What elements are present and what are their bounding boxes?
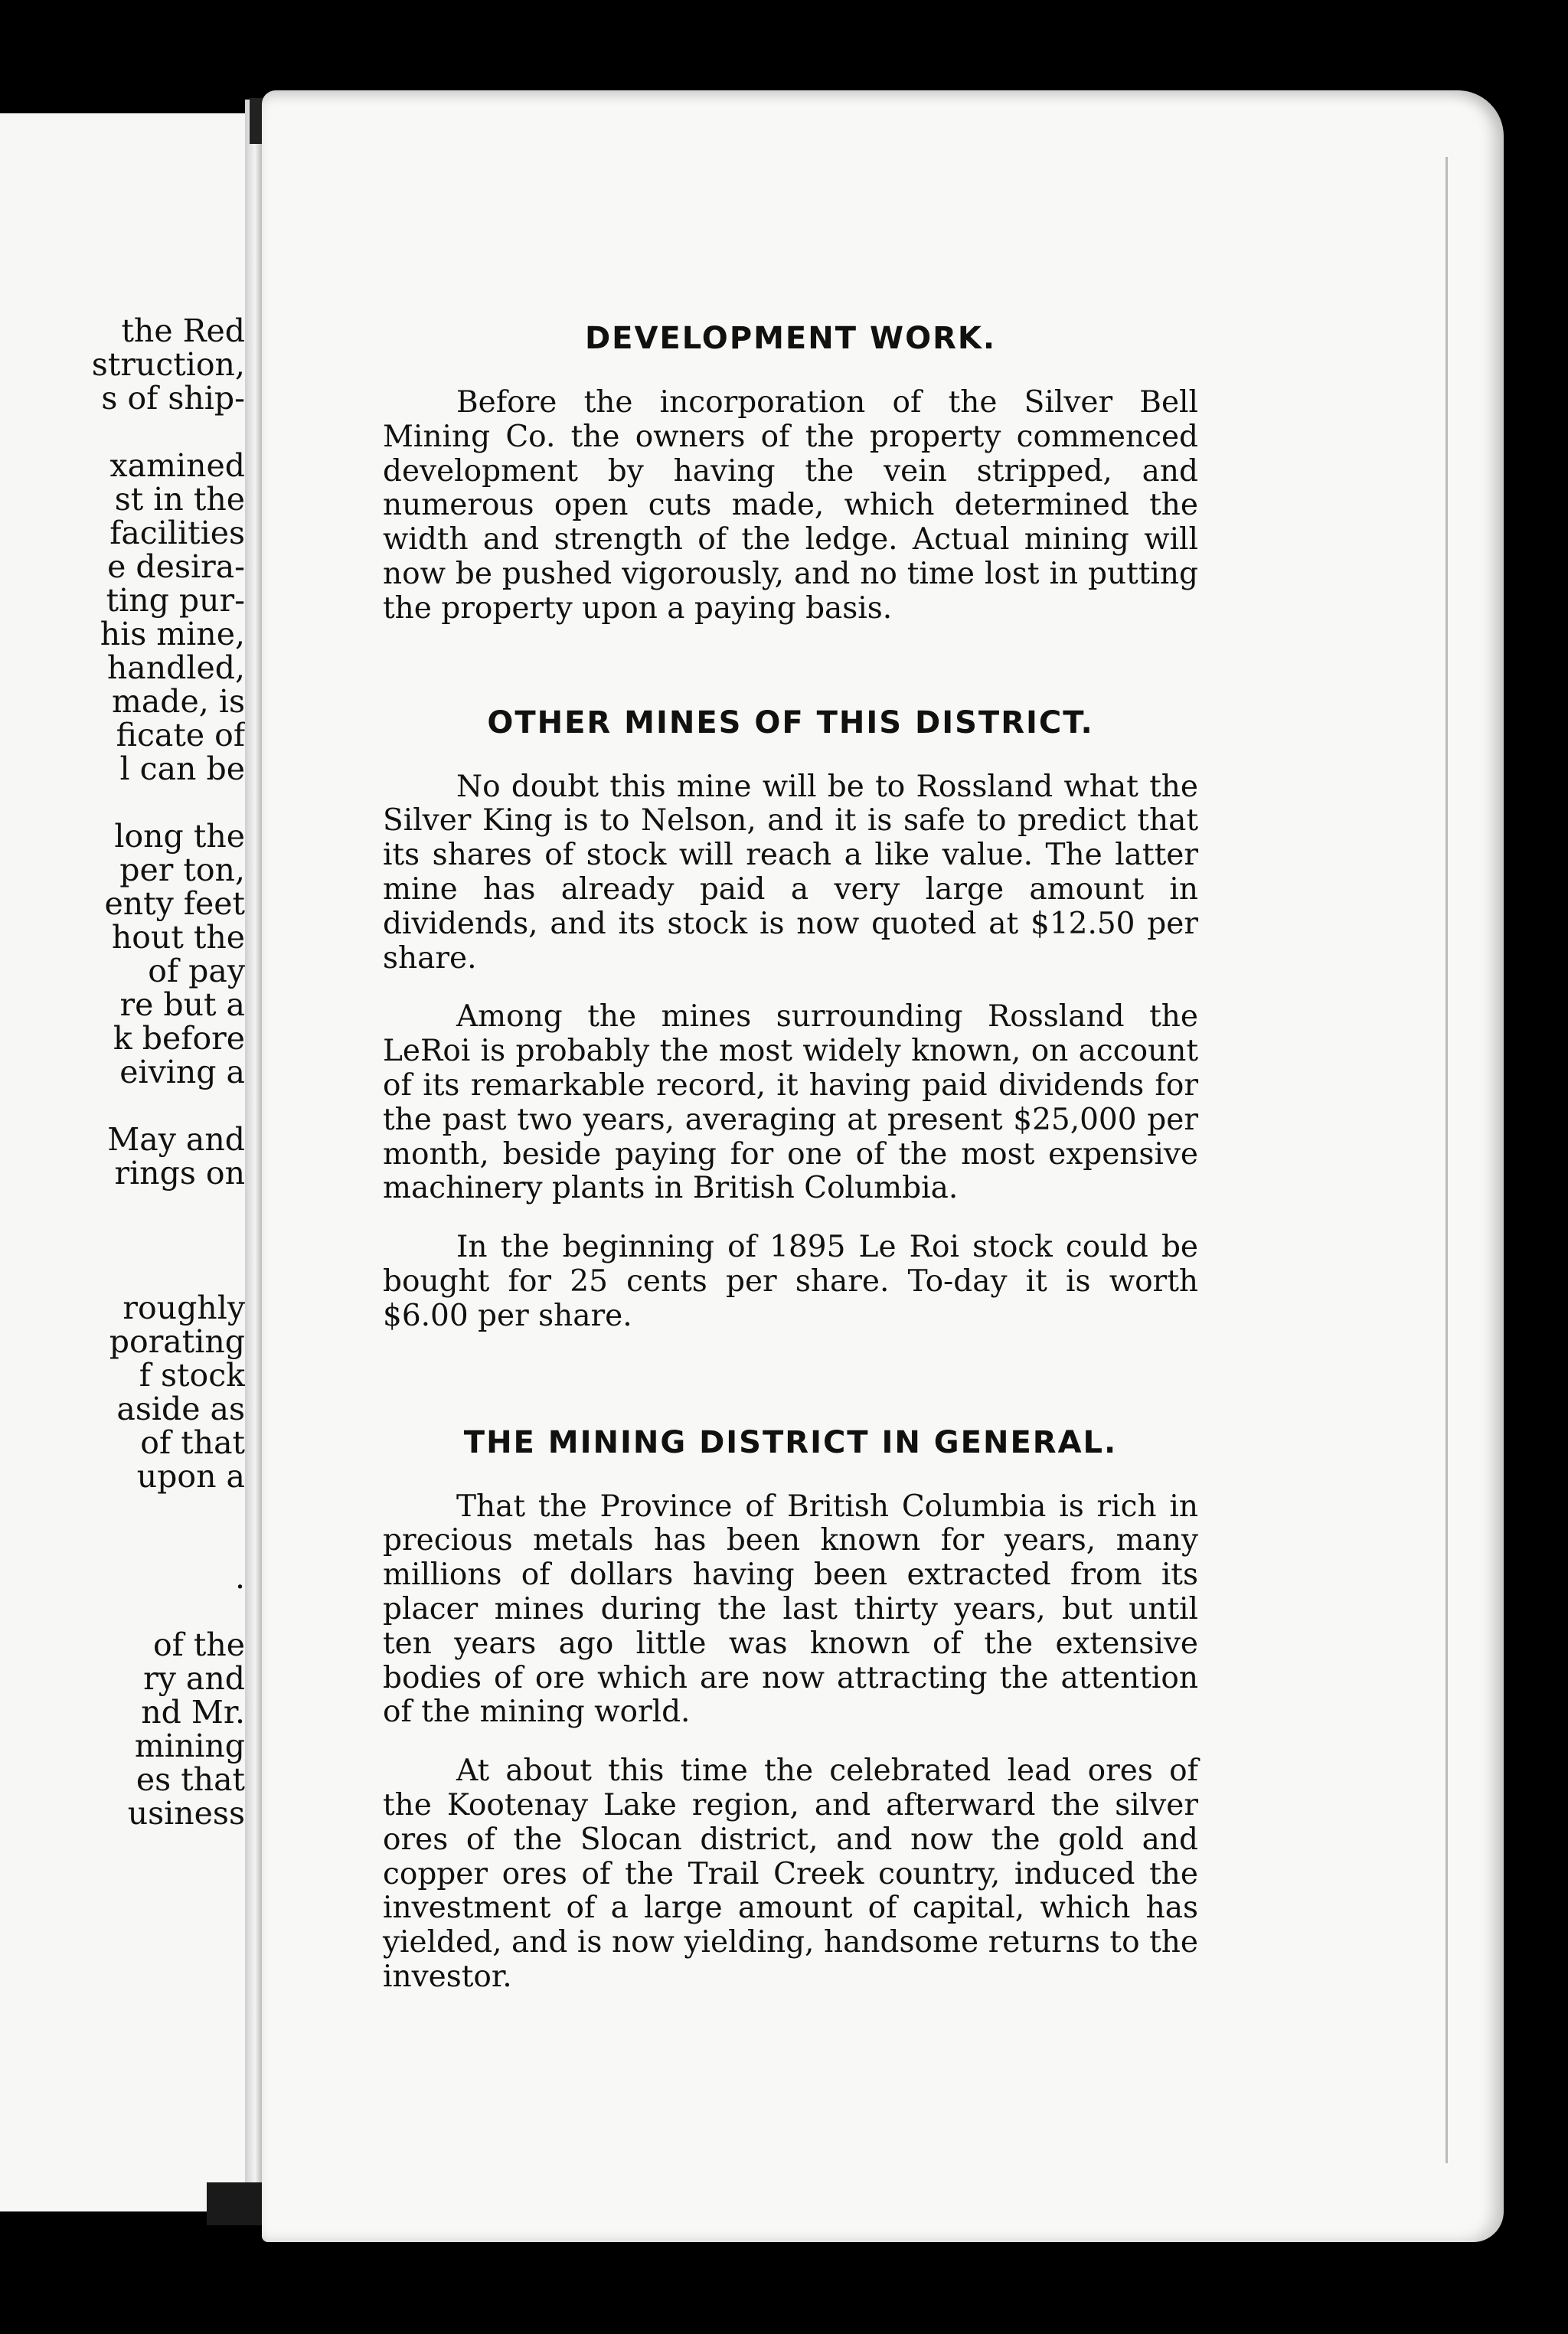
left-page-fragment: k before [113, 1020, 245, 1057]
left-page-fragment [0, 1224, 245, 1257]
left-page-fragment: roughly [122, 1290, 245, 1326]
left-page-fragment: long the [114, 818, 245, 855]
left-page-fragment: ting pur- [106, 582, 245, 619]
paragraph-mining-district-2: At about this time the celebrated lead ores of the Kootenay Lake region, and afterward the silver ores of the Slocan district, and now the gold and copper ores of the Trail Creek country, induced the investment of a large amount of capital, which has yielded, and is now yielding, handsome returns to the investor. [383, 1754, 1198, 1994]
left-page-fragment: rings on [114, 1155, 245, 1192]
section-heading-mining-district: THE MINING DISTRICT IN GENERAL. [463, 1424, 1118, 1460]
left-page-fragment: s of ship- [101, 380, 245, 417]
paragraph-development-work: Before the incorporation of the Silver Bell Mining Co. the owners of the property commenced development by having the vein stripped, and numerous open cuts made, which determined the width and strength of the ledge. Actual mining will now be pushed vigorously, and no time lost in putting the property upon a paying basis. [383, 385, 1198, 626]
left-page-fragment: handled, [106, 649, 245, 686]
paragraph-other-mines-1: No doubt this mine will be to Rossland what the Silver King is to Nelson, and it is safe to predict that its shares of stock will reach a like value. The latter mine has already paid a very large amount in dividends, and its stock is now quoted at $12.50 per share. [383, 769, 1198, 976]
left-page-fragment [0, 1527, 245, 1561]
left-page-fragment: st in the [114, 481, 245, 518]
paragraph-mining-district-1: That the Province of British Columbia is rich in precious metals has been known for years, many millions of dollars having been extracted from its placer mines during the last thirty years, but until ten years ago little was known of the extensive bodies of ore which are now attracting the attention of the mining world. [383, 1489, 1198, 1730]
left-page-fragment [0, 1190, 245, 1224]
left-page-fragment: . [234, 1559, 245, 1596]
left-page-fragment [0, 1089, 245, 1123]
left-page-fragment: l can be [119, 750, 245, 787]
left-page-fragment: f stock [139, 1357, 245, 1394]
left-page-text [0, 314, 245, 1830]
left-page-fragment: e desira- [107, 548, 245, 585]
left-page-fragment: aside as [116, 1391, 245, 1427]
left-page-fragment: eiving a [119, 1054, 245, 1090]
left-page-fragment: es that [136, 1761, 245, 1798]
left-page [0, 113, 245, 2211]
paragraph-other-mines-2: Among the mines surrounding Rossland the LeRoi is probably the most widely known, on account of its remarkable record, it having paid dividends for the past two years, averaging at present $25,000 per month, beside paying for one of the most expensive machinery plants in British Columbia. [383, 999, 1198, 1206]
left-page-fragment: facilities [109, 515, 245, 551]
left-page-fragment: per ton, [119, 852, 245, 888]
left-page-fragment: porating [109, 1323, 245, 1360]
section-heading-other-mines: OTHER MINES OF THIS DISTRICT. [487, 704, 1094, 740]
left-page-fragment: struction, [91, 346, 245, 383]
left-page-fragment: ficate of [116, 717, 245, 753]
left-page-fragment: mining [134, 1728, 245, 1764]
left-page-fragment: re but a [119, 986, 245, 1023]
page-content [383, 315, 1198, 1995]
section-heading-development-work: DEVELOPMENT WORK. [584, 321, 997, 356]
left-page-fragment: of pay [138, 953, 245, 989]
left-page-fragment: the Red [121, 312, 245, 349]
book-spine [245, 100, 262, 2221]
left-page-fragment: his mine, [100, 616, 245, 652]
left-page-fragment: ry and [143, 1660, 245, 1697]
left-page-fragment: nd Mr. [141, 1694, 245, 1731]
paragraph-other-mines-3: In the beginning of 1895 Le Roi stock could be bought for 25 cents per share. To-day it is worth $6.00 per share. [383, 1230, 1198, 1333]
left-page-fragment [0, 1493, 245, 1527]
left-page-fragment [0, 415, 245, 449]
left-page-fragment: of the [142, 1626, 245, 1663]
left-page-fragment: of that [130, 1424, 245, 1461]
left-page-fragment [0, 1257, 245, 1291]
left-page-fragment [0, 1594, 245, 1628]
left-page-fragment: enty feet [104, 885, 245, 922]
page-edge-line [1446, 157, 1448, 2163]
binding-mark-bottom [207, 2182, 263, 2225]
left-page-fragment: May and [107, 1121, 245, 1158]
left-page-fragment: upon a [126, 1458, 245, 1495]
left-page-fragment: xamined [109, 447, 245, 484]
left-page-fragment: hout the [111, 919, 245, 956]
left-page-fragment: usiness [127, 1795, 245, 1832]
left-page-fragment [0, 786, 245, 819]
left-page-fragment: made, is [101, 683, 245, 720]
